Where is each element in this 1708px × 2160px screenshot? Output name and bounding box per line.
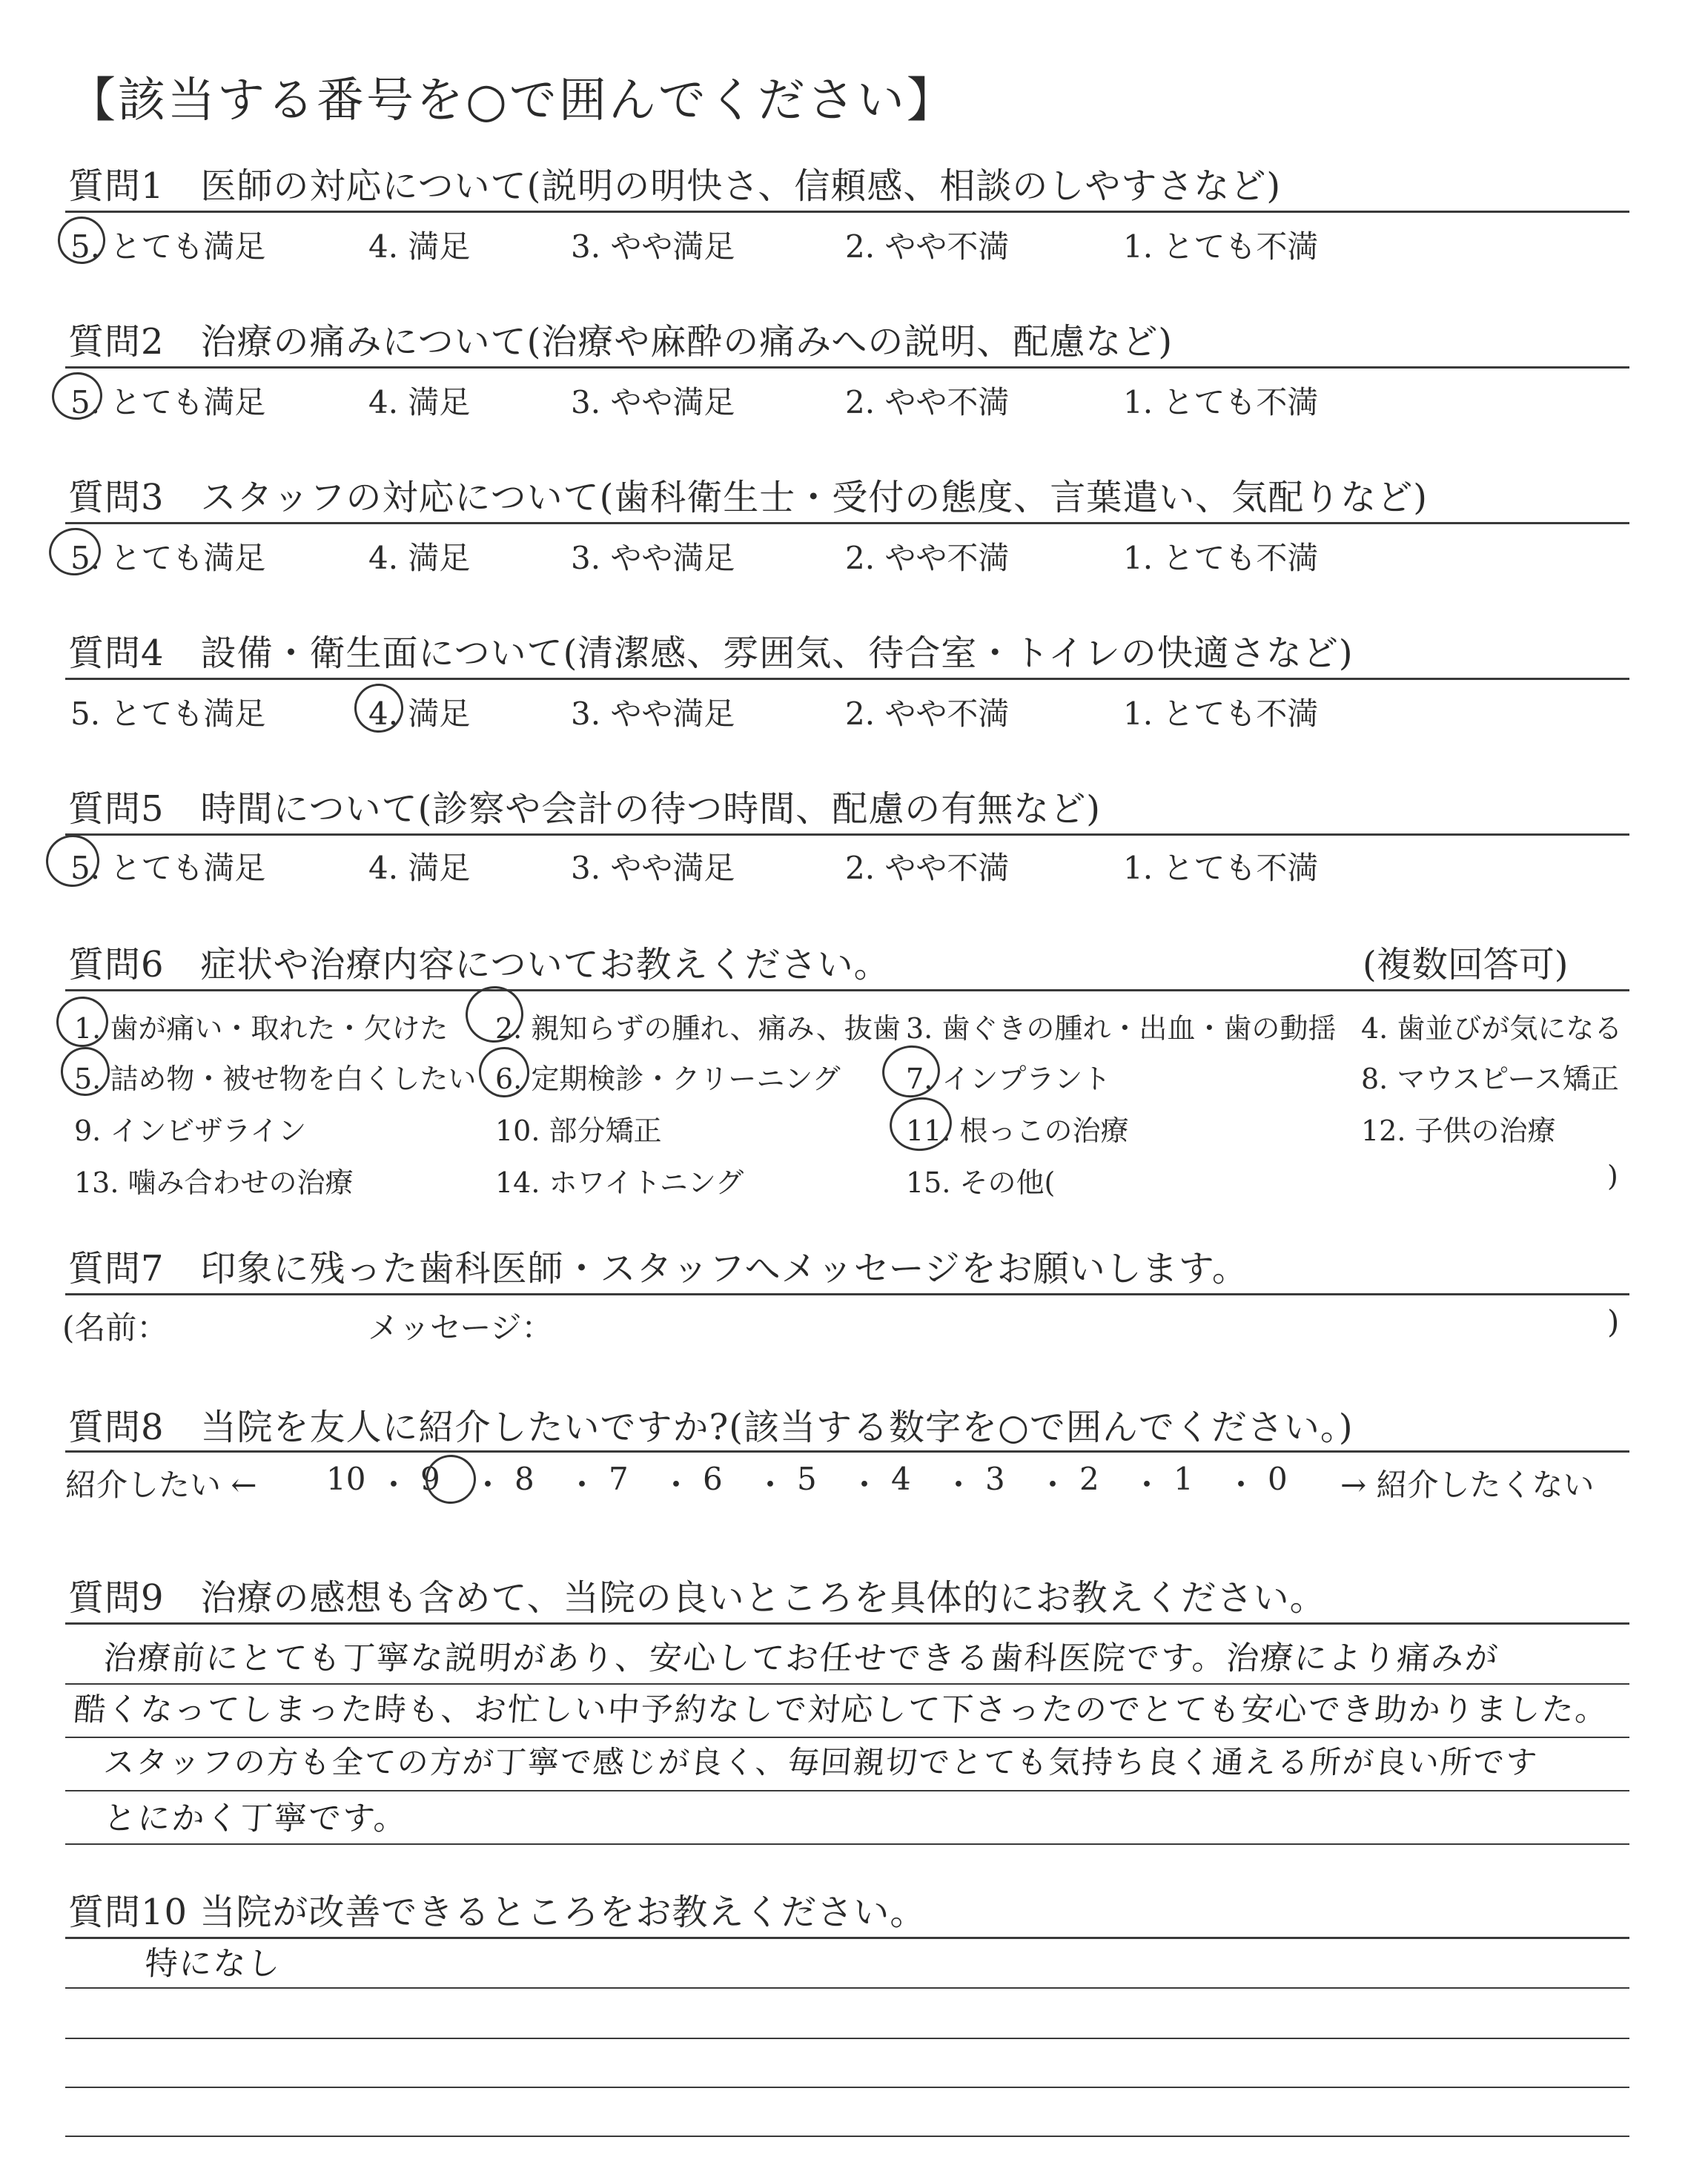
q6-option-13[interactable]: 13. 噛み合わせの治療 [74,1166,354,1199]
q3-option-5[interactable]: 5. とても満足 [70,540,266,576]
q2-option-1[interactable]: 1. とても不満 [1123,384,1319,420]
question-10-label: 質問10 当院が改善できるところをお教えください。 [68,1892,927,1933]
recommend-score-4[interactable]: 4 [891,1461,911,1497]
divider [65,678,1629,680]
q6-option-2[interactable]: 2. 親知らずの腫れ、痛み、抜歯 [495,1012,901,1045]
answer-text-line-3: スタッフの方も全ての方が丁寧で感じが良く、毎回親切でとても気持ち良く通える所が良い所です [102,1744,1540,1780]
recommend-score-5[interactable]: 5 [797,1461,817,1497]
scale-separator: ・ [472,1467,504,1503]
recommend-score-3[interactable]: 3 [985,1461,1005,1497]
q6-option-4[interactable]: 4. 歯並びが気になる [1361,1012,1623,1045]
q6-option-7[interactable]: 7. インプラント [906,1063,1111,1095]
scale-separator: ・ [378,1467,410,1503]
divider [65,1293,1629,1295]
q2-option-2[interactable]: 2. やや不満 [845,384,1010,420]
name-label: (名前： [62,1309,168,1346]
q2-option-5[interactable]: 5. とても満足 [70,384,266,420]
question-9-label: 質問9 治療の感想も含めて、当院の良いところを具体的にお教えください。 [68,1577,1326,1619]
message-label: メッセージ： [368,1309,553,1346]
answer-line [65,2038,1629,2039]
q6-other-close-paren: ) [1607,1160,1618,1192]
scale-separator: ・ [1131,1467,1163,1503]
q4-option-3[interactable]: 3. やや満足 [571,696,735,732]
scale-separator: ・ [943,1467,975,1503]
question-2-label: 質問2 治療の痛みについて(治療や麻酔の痛みへの説明、配慮など) [68,321,1174,363]
q5-option-3[interactable]: 3. やや満足 [571,850,735,886]
q6-option-3[interactable]: 3. 歯ぐきの腫れ・出血・歯の動揺 [906,1012,1337,1045]
recommend-score-10[interactable]: 10 [326,1461,366,1497]
recommend-right-label: → 紹介したくない [1340,1467,1595,1503]
question-7-label: 質問7 印象に残った歯科医師・スタッフへメッセージをお願いします。 [68,1248,1248,1289]
q5-option-2[interactable]: 2. やや不満 [845,850,1010,886]
q3-option-3[interactable]: 3. やや満足 [571,540,735,576]
recommend-left-label: 紹介したい ← [65,1467,257,1503]
divider [65,366,1629,369]
q4-option-4[interactable]: 4. 満足 [368,696,471,732]
scale-separator: ・ [566,1467,598,1503]
q1-option-5[interactable]: 5. とても満足 [70,228,266,265]
scale-separator: ・ [849,1467,881,1503]
answer-text-line-1: 治療前にとても丁寧な説明があり、安心してお任せできる歯科医院です。治療により痛みが [102,1639,1500,1677]
q2-option-4[interactable]: 4. 満足 [368,384,471,420]
q6-option-9[interactable]: 9. インビザライン [74,1114,307,1147]
q3-option-4[interactable]: 4. 満足 [368,540,471,576]
q6-option-6[interactable]: 6. 定期検診・クリーニング [495,1063,841,1095]
message-close-paren: ) [1607,1304,1620,1340]
q6-option-5[interactable]: 5. 詰め物・被せ物を白くしたい [74,1063,477,1095]
answer-line [65,2136,1629,2137]
recommend-score-9[interactable]: 9 [420,1461,440,1497]
q4-option-1[interactable]: 1. とても不満 [1123,696,1319,732]
q6-option-12[interactable]: 12. 子供の治療 [1361,1114,1556,1147]
q5-option-1[interactable]: 1. とても不満 [1123,850,1319,886]
q3-option-2[interactable]: 2. やや不満 [845,540,1010,576]
question-1-label: 質問1 医師の対応について(説明の明快さ、信頼感、相談のしやすさなど) [68,165,1282,207]
question-8-label: 質問8 当院を友人に紹介したいですか?(該当する数字を○で囲んでください。) [68,1407,1354,1448]
divider [65,211,1629,213]
question-6-label: 質問6 症状や治療内容についてお教えください。 [68,944,890,985]
recommend-score-7[interactable]: 7 [609,1461,629,1497]
q6-option-14[interactable]: 14. ホワイトニング [495,1166,744,1199]
answer-line [65,2087,1629,2088]
improvement-answer: 特になし [143,1945,283,1983]
recommend-score-6[interactable]: 6 [703,1461,723,1497]
q4-option-5[interactable]: 5. とても満足 [70,696,266,732]
divider [65,989,1629,991]
q6-option-10[interactable]: 10. 部分矯正 [495,1114,662,1147]
question-4-label: 質問4 設備・衛生面について(清潔感、雰囲気、待合室・トイレの快適さなど) [68,633,1354,674]
question-5-label: 質問5 時間について(診察や会計の待つ時間、配慮の有無など) [68,788,1102,830]
q5-option-5[interactable]: 5. とても満足 [70,850,266,886]
divider [65,833,1629,836]
divider [65,1622,1629,1625]
q2-option-3[interactable]: 3. やや満足 [571,384,735,420]
multiple-answer-note: (複数回答可) [1363,944,1569,985]
selection-circle [423,1452,480,1507]
q6-option-8[interactable]: 8. マウスピース矯正 [1361,1063,1619,1095]
recommend-score-0[interactable]: 0 [1268,1461,1288,1497]
scale-separator: ・ [1037,1467,1069,1503]
divider [65,522,1629,524]
q1-option-1[interactable]: 1. とても不満 [1123,228,1319,265]
scale-separator: ・ [1225,1467,1257,1503]
q6-option-15[interactable]: 15. その他( [906,1166,1056,1199]
q6-option-1[interactable]: 1. 歯が痛い・取れた・欠けた [74,1012,448,1045]
answer-text-line-4: とにかく丁寧です。 [102,1800,409,1837]
recommend-score-1[interactable]: 1 [1174,1461,1194,1497]
q6-option-11[interactable]: 11. 根っこの治療 [906,1114,1129,1147]
q1-option-2[interactable]: 2. やや不満 [845,228,1010,265]
scale-separator: ・ [755,1467,787,1503]
question-3-label: 質問3 スタッフの対応について(歯科衛生士・受付の態度、言葉遣い、気配りなど) [68,477,1429,518]
q1-option-4[interactable]: 4. 満足 [368,228,471,265]
q1-option-3[interactable]: 3. やや満足 [571,228,735,265]
q5-option-4[interactable]: 4. 満足 [368,850,471,886]
answer-line [65,1987,1629,1989]
recommend-score-8[interactable]: 8 [514,1461,534,1497]
divider [65,1450,1629,1453]
scale-separator: ・ [661,1467,692,1503]
divider [65,1937,1629,1939]
q4-option-2[interactable]: 2. やや不満 [845,696,1010,732]
answer-line [65,1843,1629,1845]
q3-option-1[interactable]: 1. とても不満 [1123,540,1319,576]
form-header: 【該当する番号を○で囲んでください】 [68,73,956,128]
recommend-score-2[interactable]: 2 [1079,1461,1099,1497]
answer-text-line-2: 酷くなってしまった時も、お忙しい中予約なしで対応して下さったのでとても安心でき助かりました。 [73,1691,1610,1728]
